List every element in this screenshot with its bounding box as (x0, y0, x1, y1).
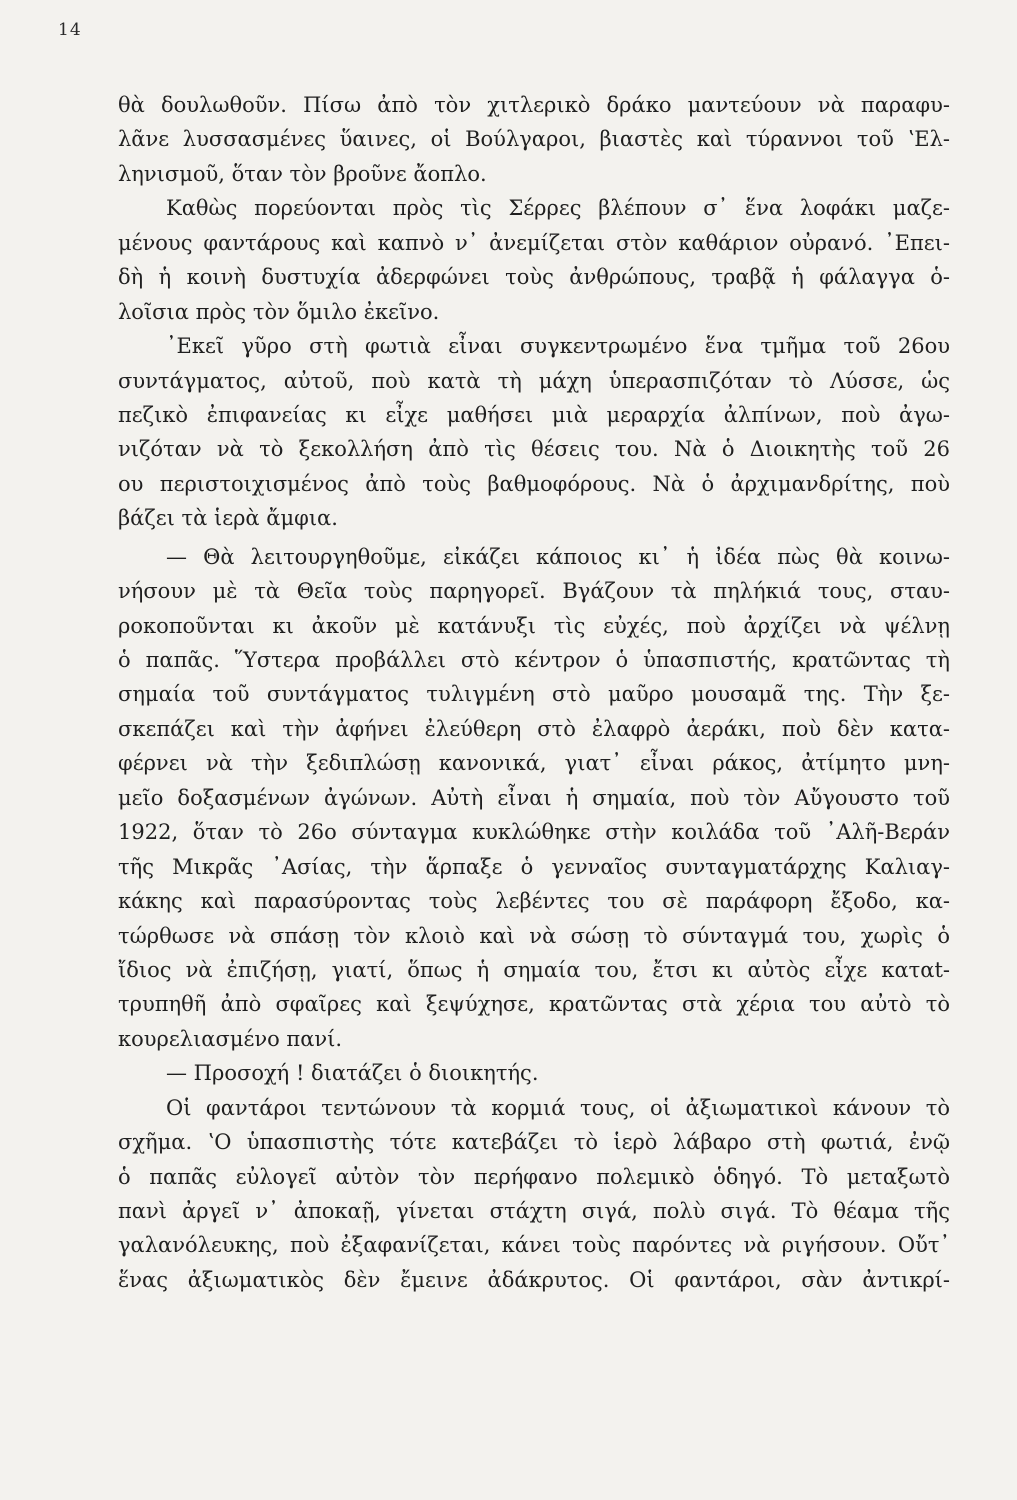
text-line: ου περιστοιχισμένος ἀπὸ τοὺς βαθμοφόρους. Νὰ ὁ ἀρχιμανδρίτης, ποὺ (118, 471, 950, 496)
text-line: πανὶ ἀργεῖ ν᾽ ἀποκαῇ, γίνεται στάχτη σιγά, πολὺ σιγά. Τὸ θέαμα τῆς (118, 1199, 950, 1223)
text-line: θὰ δουλωθοῦν. Πίσω ἀπὸ τὸν χιτλερικὸ δράκο μαντεύουν νὰ παραφυ- (118, 93, 950, 117)
text-line: ἴδιος νὰ ἐπιζήσῃ, γιατί, ὅπως ἡ σημαία του, ἔτσι κι αὐτὸς εἶχε καταt- (118, 957, 950, 982)
text-line: λᾶνε λυσσασμένες ὕαινες, οἱ Βούλγαροι, βιαστὲς καὶ τύραννοι τοῦ ʽΕλ- (118, 127, 950, 152)
text-line: σχῆμα. ʽΟ ὑπασπιστὴς τότε κατεβάζει τὸ ἱερὸ λάβαρο στὴ φωτιά, ἐνῷ (118, 1130, 950, 1155)
dialogue-line: — Προσοχή ! διατάζει ὁ διοικητής. (166, 1061, 539, 1086)
text-line: πεζικὸ ἐπιφανείας κι εἶχε μαθήσει μιὰ μεραρχία ἀλπίνων, ποὺ ἀγω- (118, 402, 950, 427)
text-line: λοῖσια πρὸς τὸν ὅμιλο ἐκεῖνο. (118, 299, 440, 324)
text-line: 1922, ὅταν τὸ 26ο σύνταγμα κυκλώθηκε στὴν κοιλάδα τοῦ ᾽Αλῆ-Βεράν (118, 820, 950, 845)
text-line: γαλανόλευκης, ποὺ ἐξαφανίζεται, κάνει τοὺς παρόντες νὰ ριγήσουν. Οὔτ᾽ (118, 1233, 950, 1258)
text-line: νήσουν μὲ τὰ Θεῖα τοὺς παρηγορεῖ. Βγάζουν τὰ πηλήκιά τους, σταυ- (118, 579, 950, 604)
text-line: ὁ παπᾶς. Ὕστερα προβάλλει στὸ κέντρον ὁ ὑπασπιστής, κρατῶντας τὴ (118, 648, 950, 672)
text-line: κάκης καὶ παρασύροντας τοὺς λεβέντες του σὲ παράφορη ἔξοδο, κα- (118, 889, 950, 914)
text-line: τῆς Μικρᾶς ᾽Ασίας, τὴν ἅρπαξε ὁ γενναῖος συνταγματάρχης Καλιαγ- (118, 854, 950, 879)
dialogue-line: — Θὰ λειτουργηθοῦμε, εἰκάζει κάποιος κι᾽ ἡ ἰδέα πὼς θὰ κοινω- (166, 544, 950, 569)
text-line: δὴ ἡ κοινὴ δυστυχία ἀδερφώνει τοὺς ἀνθρώπους, τραβᾷ ἡ φάλαγγα ὁ- (118, 265, 950, 290)
text-line: ἕνας ἀξιωματικὸς δὲν ἔμεινε ἀδάκρυτος. Οἱ φαντάροι, σὰν ἀντικρί- (118, 1267, 950, 1292)
text-line: σκεπάζει καὶ τὴν ἀφήνει ἐλεύθερη στὸ ἐλαφρὸ ἀεράκι, ποὺ δὲν κατα- (118, 716, 950, 741)
text-line: ληνισμοῦ, ὅταν τὸν βροῦνε ἄοπλο. (118, 161, 487, 186)
text-line: ὁ παπᾶς εὐλογεῖ αὐτὸν τὸν περήφανο πολεμικὸ ὁδηγό. Τὸ μεταξωτὸ (118, 1164, 950, 1189)
body-text (118, 88, 950, 1297)
paragraph-start: Καθὼς πορεύονται πρὸς τὶς Σέρρες βλέπουν σ᾽ ἕνα λοφάκι μαζε- (166, 196, 950, 221)
page-number: 14 (58, 20, 82, 40)
text-line: βάζει τὰ ἱερὰ ἄμφια. (118, 506, 338, 531)
text-line: κουρελιασμένο πανί. (118, 1026, 343, 1051)
text-line: ροκοποῦνται κι ἀκοῦν μὲ κατάνυξι τὶς εὐχές, ποὺ ἀρχίζει νὰ ψέλνῃ (118, 613, 950, 638)
paragraph-start: Οἱ φαντάροι τεντώνουν τὰ κορμιά τους, οἱ ἀξιωματικοὶ κάνουν τὸ (166, 1095, 950, 1120)
text-line: τώρθωσε νὰ σπάσῃ τὸν κλοιὸ καὶ νὰ σώσῃ τὸ σύνταγμά του, χωρὶς ὁ (118, 923, 950, 948)
text-line: συντάγματος, αὐτοῦ, ποὺ κατὰ τὴ μάχη ὑπερασπιζόταν τὸ Λύσσε, ὡς (118, 368, 950, 393)
text-line: μένους φαντάρους καὶ καπνὸ ν᾽ ἀνεμίζεται στὸν καθάριον οὐρανό. ᾽Επει- (118, 230, 950, 255)
text-line: νιζόταν νὰ τὸ ξεκολλήση ἀπὸ τὶς θέσεις του. Νὰ ὁ Διοικητὴς τοῦ 26 (118, 437, 950, 462)
text-line: σημαία τοῦ συντάγματος τυλιγμένη στὸ μαῦρο μουσαμᾶ της. Τὴν ξε- (118, 682, 950, 707)
text-line: τρυπηθῆ ἀπὸ σφαῖρες καὶ ξεψύχησε, κρατῶντας στὰ χέρια του αὐτὸ τὸ (118, 992, 950, 1017)
text-line: φέρνει νὰ τὴν ξεδιπλώσῃ κανονικά, γιατ᾽ εἶναι ράκος, ἀτίμητο μνη- (118, 751, 950, 776)
text-line: μεῖο δοξασμένων ἀγώνων. Αὐτὴ εἶναι ἡ σημαία, ποὺ τὸν Αὔγουστο τοῦ (118, 785, 950, 810)
paragraph-start: ᾽Εκεῖ γῦρο στὴ φωτιὰ εἶναι συγκεντρωμένο ἕνα τμῆμα τοῦ 26ου (166, 334, 950, 359)
